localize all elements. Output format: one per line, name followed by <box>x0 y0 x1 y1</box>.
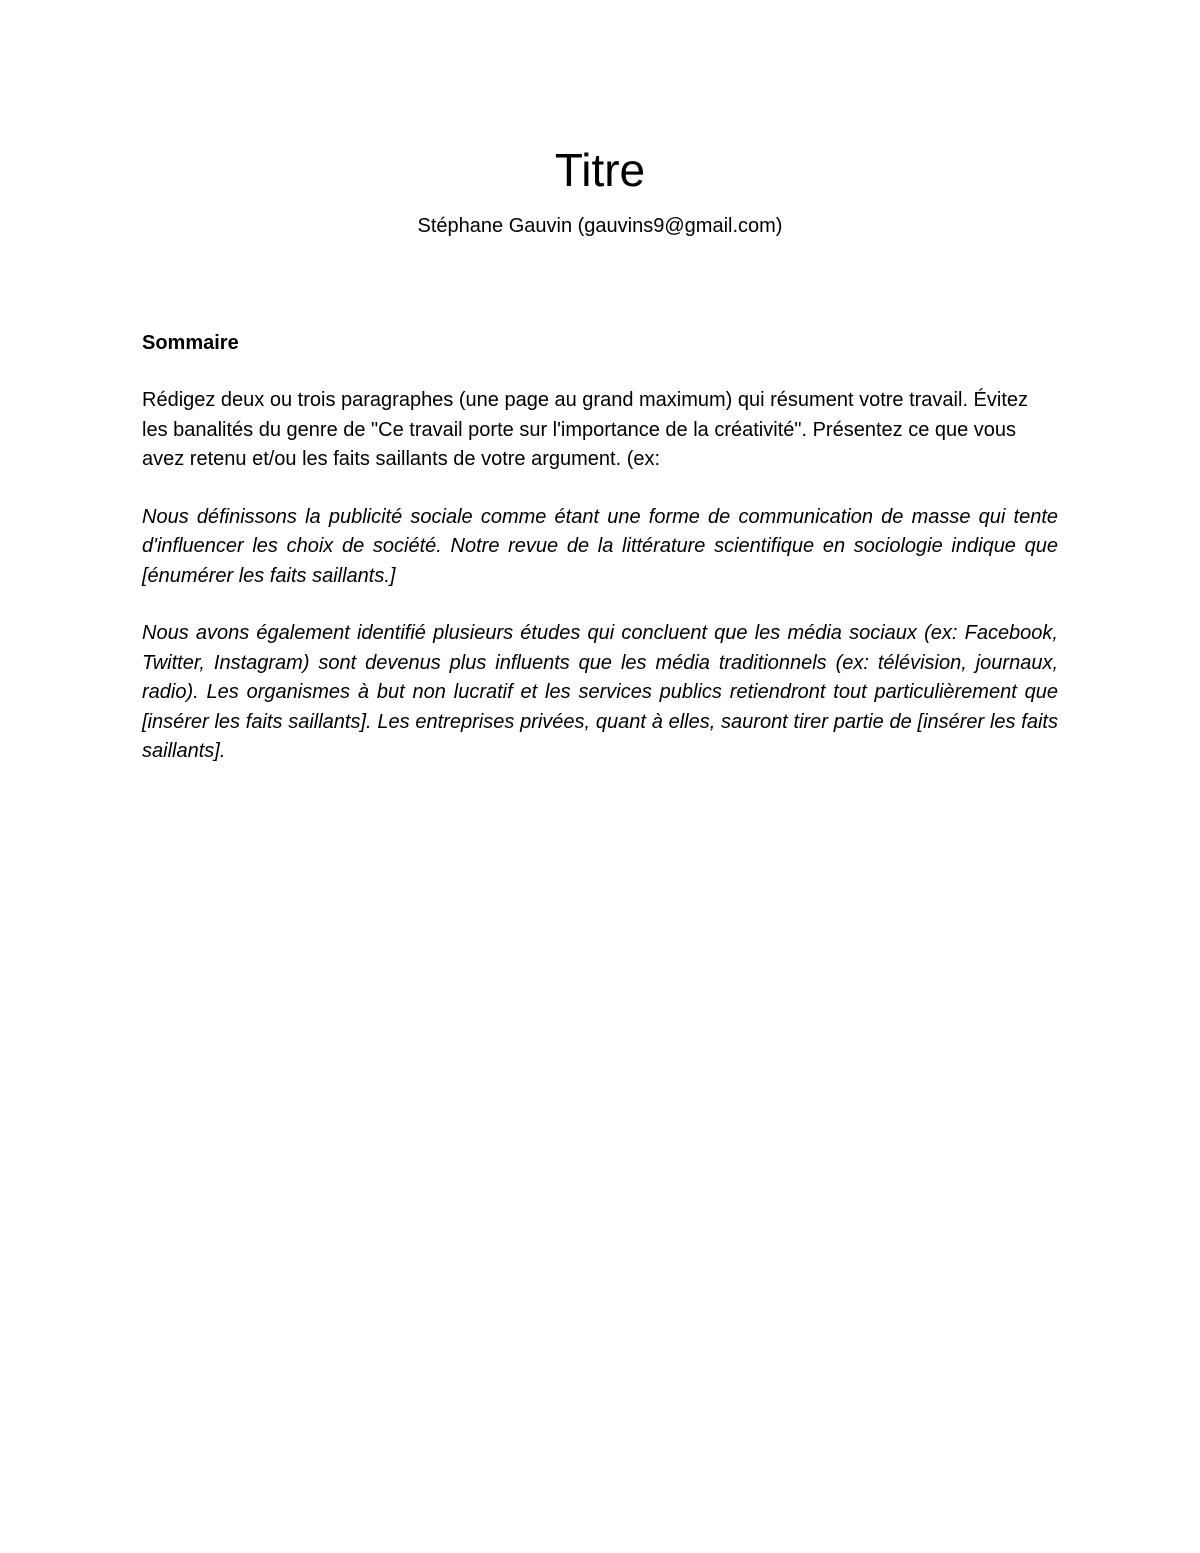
section-heading: Sommaire <box>142 332 239 354</box>
summary-paragraph-example-2: Nous avons également identifié plusieurs études qui concluent que les média sociaux (ex: Facebook, Twitter, Instagram) sont devenus plus influents que les média traditionnels (ex: télévision, journaux, radio). Les organismes à but non lucratif et les services publics retiendront tout particulièrement que [insérer les faits saillants]. Les entreprises privées, quant à elles, sauront tirer partie de [insérer les faits saillants]. <box>142 622 1058 762</box>
summary-paragraph-instructions: Rédigez deux ou trois paragraphes (une page au grand maximum) qui résument votre travail. Évitez les banalités du genre de "Ce travail porte sur l'importance de la créativité". Présentez ce que vous avez retenu et/ou les faits saillants de votre argument. (ex: <box>142 389 1029 470</box>
summary-paragraph-example-1: Nous définissons la publicité sociale comme étant une forme de communication de masse qui tente d'influencer les choix de société. Notre revue de la littérature scientifique en sociologie indique que [énumérer les faits saillants.] <box>142 505 1058 587</box>
author-line: Stéphane Gauvin (gauvins9@gmail.com) <box>417 215 783 237</box>
document-title: Titre <box>554 144 646 196</box>
document-body <box>142 328 1058 795</box>
